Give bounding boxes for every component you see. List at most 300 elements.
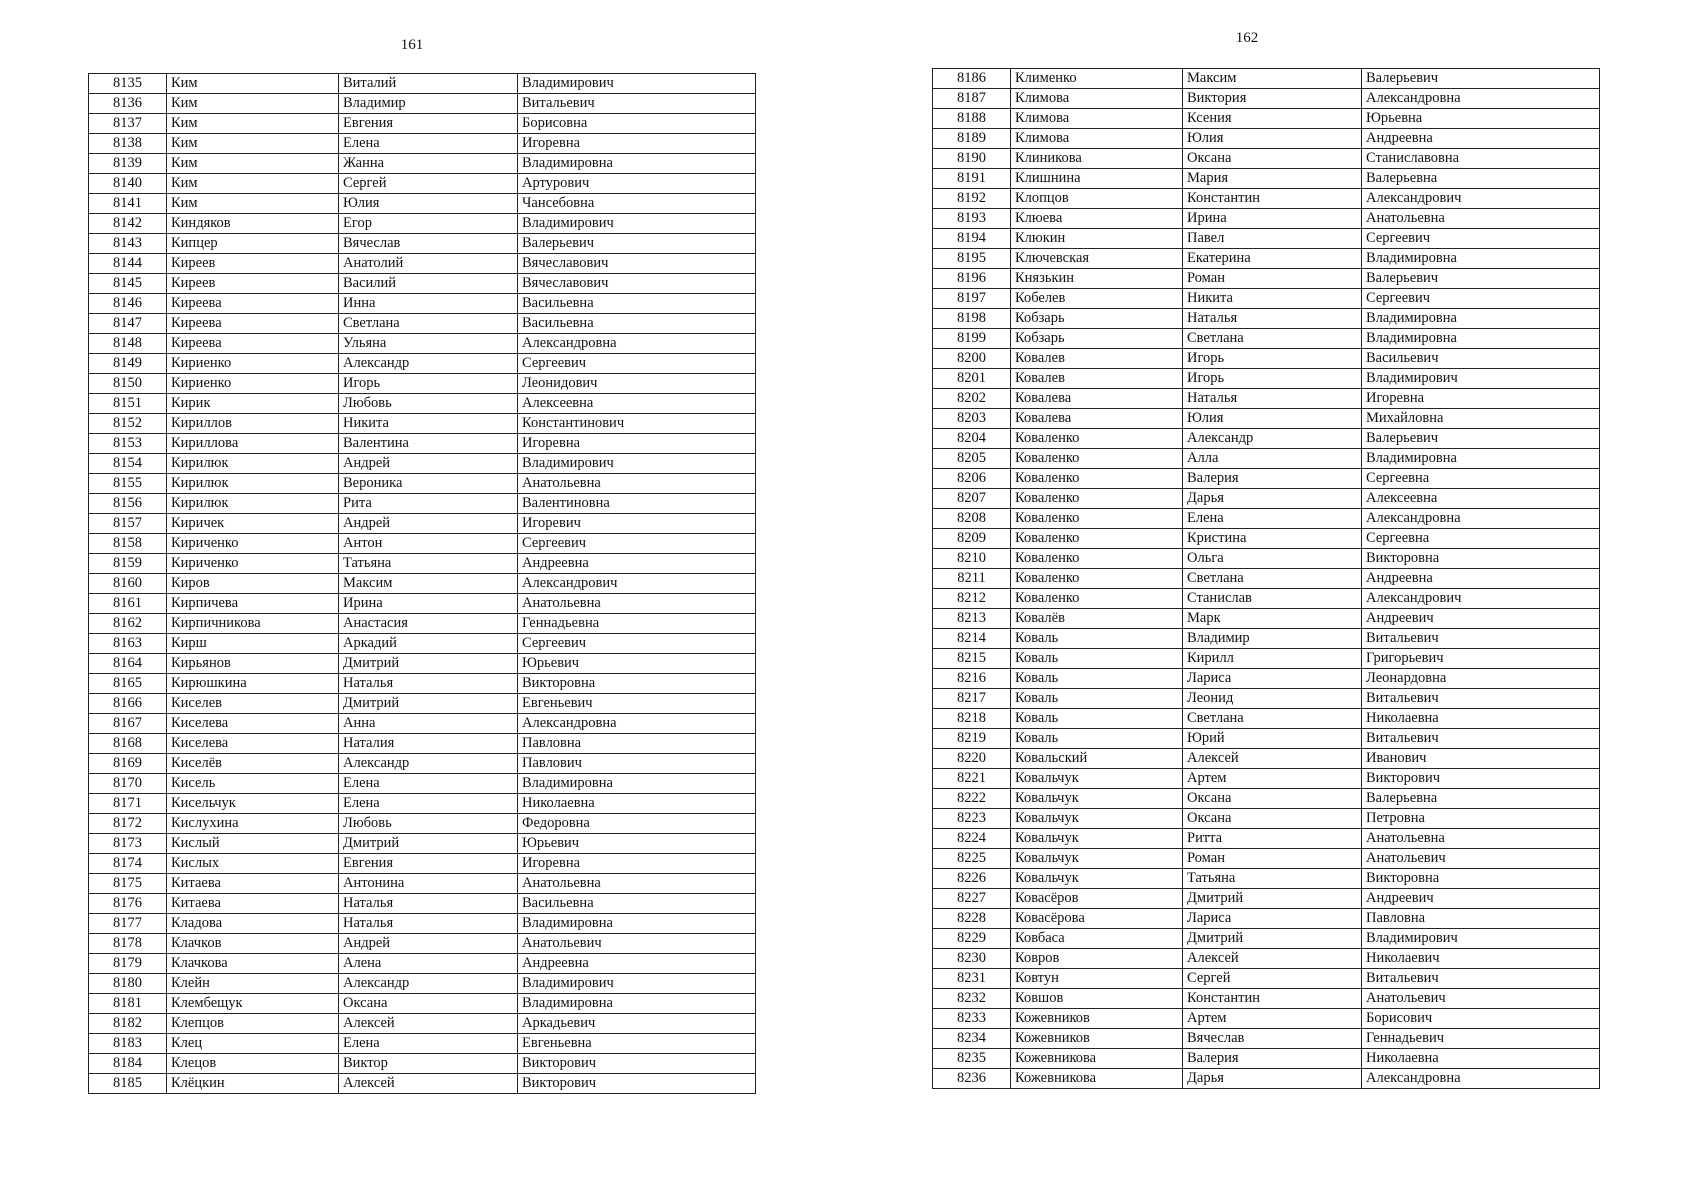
row-number-cell: 8151 (89, 394, 167, 414)
first-name-cell: Дмитрий (339, 654, 518, 674)
row-number-cell: 8164 (89, 654, 167, 674)
table-row (89, 974, 756, 994)
last-name-cell: Ковалева (1011, 409, 1183, 429)
table-row (933, 489, 1600, 509)
table-row (933, 149, 1600, 169)
table-row (933, 229, 1600, 249)
table-row (89, 294, 756, 314)
first-name-cell: Вячеслав (339, 234, 518, 254)
table-row (933, 629, 1600, 649)
patronymic-cell: Евгеньевна (518, 1034, 756, 1054)
patronymic-cell: Константинович (518, 414, 756, 434)
last-name-cell: Клачков (167, 934, 339, 954)
last-name-cell: Кирш (167, 634, 339, 654)
patronymic-cell: Владимировна (518, 154, 756, 174)
row-number-cell: 8187 (933, 89, 1011, 109)
patronymic-cell: Павловна (1362, 909, 1600, 929)
patronymic-cell: Аркадьевич (518, 1014, 756, 1034)
patronymic-cell: Анатольевна (518, 594, 756, 614)
row-number-cell: 8206 (933, 469, 1011, 489)
row-number-cell: 8190 (933, 149, 1011, 169)
last-name-cell: Киселёв (167, 754, 339, 774)
last-name-cell: Кирилюк (167, 454, 339, 474)
patronymic-cell: Александровна (518, 714, 756, 734)
first-name-cell: Елена (339, 1034, 518, 1054)
table-row (89, 714, 756, 734)
row-number-cell: 8210 (933, 549, 1011, 569)
row-number-cell: 8181 (89, 994, 167, 1014)
patronymic-cell: Григорьевич (1362, 649, 1600, 669)
last-name-cell: Клачкова (167, 954, 339, 974)
last-name-cell: Коваленко (1011, 449, 1183, 469)
row-number-cell: 8224 (933, 829, 1011, 849)
row-number-cell: 8226 (933, 869, 1011, 889)
row-number-cell: 8197 (933, 289, 1011, 309)
patronymic-cell: Игоревна (518, 434, 756, 454)
row-number-cell: 8235 (933, 1049, 1011, 1069)
last-name-cell: Коваль (1011, 729, 1183, 749)
last-name-cell: Коваленко (1011, 469, 1183, 489)
row-number-cell: 8160 (89, 574, 167, 594)
last-name-cell: Ковалева (1011, 389, 1183, 409)
last-name-cell: Киреева (167, 294, 339, 314)
first-name-cell: Ксения (1183, 109, 1362, 129)
first-name-cell: Леонид (1183, 689, 1362, 709)
patronymic-cell: Геннадьевич (1362, 1029, 1600, 1049)
first-name-cell: Наталья (339, 894, 518, 914)
row-number-cell: 8168 (89, 734, 167, 754)
patronymic-cell: Владимирович (518, 74, 756, 94)
patronymic-cell: Витальевич (1362, 729, 1600, 749)
first-name-cell: Рита (339, 494, 518, 514)
table-row (933, 269, 1600, 289)
patronymic-cell: Игоревна (518, 854, 756, 874)
last-name-cell: Кириченко (167, 554, 339, 574)
patronymic-cell: Викторовна (518, 674, 756, 694)
first-name-cell: Лариса (1183, 669, 1362, 689)
last-name-cell: Коваль (1011, 709, 1183, 729)
table-row (933, 929, 1600, 949)
first-name-cell: Максим (1183, 69, 1362, 89)
patronymic-cell: Артурович (518, 174, 756, 194)
table-row (89, 994, 756, 1014)
row-number-cell: 8177 (89, 914, 167, 934)
patronymic-cell: Викторович (1362, 769, 1600, 789)
table-row (933, 789, 1600, 809)
first-name-cell: Алексей (1183, 749, 1362, 769)
row-number-cell: 8230 (933, 949, 1011, 969)
last-name-cell: Коваленко (1011, 569, 1183, 589)
table-row (933, 309, 1600, 329)
table-row (89, 954, 756, 974)
first-name-cell: Александр (1183, 429, 1362, 449)
last-name-cell: Ковтун (1011, 969, 1183, 989)
patronymic-cell: Сергеевич (518, 634, 756, 654)
last-name-cell: Кобзарь (1011, 329, 1183, 349)
row-number-cell: 8154 (89, 454, 167, 474)
patronymic-cell: Андреевна (518, 954, 756, 974)
last-name-cell: Киричек (167, 514, 339, 534)
first-name-cell: Евгения (339, 854, 518, 874)
patronymic-cell: Сергеевна (1362, 529, 1600, 549)
last-name-cell: Кожевников (1011, 1009, 1183, 1029)
table-row (89, 634, 756, 654)
patronymic-cell: Михайловна (1362, 409, 1600, 429)
first-name-cell: Станислав (1183, 589, 1362, 609)
first-name-cell: Андрей (339, 514, 518, 534)
table-row (933, 909, 1600, 929)
table-row (89, 394, 756, 414)
last-name-cell: Кожевников (1011, 1029, 1183, 1049)
table-row (89, 1034, 756, 1054)
first-name-cell: Сергей (1183, 969, 1362, 989)
patronymic-cell: Владимировна (1362, 309, 1600, 329)
first-name-cell: Дарья (1183, 489, 1362, 509)
table-row (933, 749, 1600, 769)
row-number-cell: 8189 (933, 129, 1011, 149)
first-name-cell: Аркадий (339, 634, 518, 654)
table-row (89, 874, 756, 894)
last-name-cell: Киндяков (167, 214, 339, 234)
table-row (89, 734, 756, 754)
patronymic-cell: Юрьевна (1362, 109, 1600, 129)
row-number-cell: 8136 (89, 94, 167, 114)
last-name-cell: Ким (167, 154, 339, 174)
last-name-cell: Киров (167, 574, 339, 594)
row-number-cell: 8176 (89, 894, 167, 914)
last-name-cell: Кладова (167, 914, 339, 934)
row-number-cell: 8208 (933, 509, 1011, 529)
last-name-cell: Коваленко (1011, 529, 1183, 549)
patronymic-cell: Викторович (518, 1054, 756, 1074)
patronymic-cell: Геннадьевна (518, 614, 756, 634)
last-name-cell: Клюкин (1011, 229, 1183, 249)
row-number-cell: 8192 (933, 189, 1011, 209)
first-name-cell: Анна (339, 714, 518, 734)
row-number-cell: 8223 (933, 809, 1011, 829)
first-name-cell: Егор (339, 214, 518, 234)
first-name-cell: Любовь (339, 814, 518, 834)
patronymic-cell: Александровна (518, 334, 756, 354)
first-name-cell: Наталья (339, 914, 518, 934)
row-number-cell: 8165 (89, 674, 167, 694)
first-name-cell: Юлия (339, 194, 518, 214)
row-number-cell: 8228 (933, 909, 1011, 929)
last-name-cell: Клишнина (1011, 169, 1183, 189)
table-row (89, 1014, 756, 1034)
patronymic-cell: Валерьевич (518, 234, 756, 254)
first-name-cell: Лариса (1183, 909, 1362, 929)
last-name-cell: Кирик (167, 394, 339, 414)
table-row (933, 1049, 1600, 1069)
row-number-cell: 8225 (933, 849, 1011, 869)
table-row (89, 454, 756, 474)
last-name-cell: Ковалев (1011, 349, 1183, 369)
first-name-cell: Дмитрий (1183, 889, 1362, 909)
patronymic-cell: Леонидович (518, 374, 756, 394)
table-row (933, 469, 1600, 489)
first-name-cell: Константин (1183, 189, 1362, 209)
last-name-cell: Кириенко (167, 374, 339, 394)
last-name-cell: Коваль (1011, 689, 1183, 709)
table-row (933, 809, 1600, 829)
patronymic-cell: Николаевна (518, 794, 756, 814)
first-name-cell: Оксана (1183, 809, 1362, 829)
row-number-cell: 8234 (933, 1029, 1011, 1049)
patronymic-cell: Витальевич (1362, 629, 1600, 649)
first-name-cell: Максим (339, 574, 518, 594)
first-name-cell: Светлана (1183, 569, 1362, 589)
row-number-cell: 8211 (933, 569, 1011, 589)
patronymic-cell: Николаевна (1362, 1049, 1600, 1069)
last-name-cell: Клёцкин (167, 1074, 339, 1094)
row-number-cell: 8212 (933, 589, 1011, 609)
table-row (89, 234, 756, 254)
last-name-cell: Князькин (1011, 269, 1183, 289)
patronymic-cell: Владимирович (518, 974, 756, 994)
patronymic-cell: Владимирович (1362, 929, 1600, 949)
table-row (89, 254, 756, 274)
row-number-cell: 8231 (933, 969, 1011, 989)
row-number-cell: 8217 (933, 689, 1011, 709)
first-name-cell: Анастасия (339, 614, 518, 634)
row-number-cell: 8150 (89, 374, 167, 394)
row-number-cell: 8194 (933, 229, 1011, 249)
row-number-cell: 8182 (89, 1014, 167, 1034)
table-row (933, 429, 1600, 449)
last-name-cell: Клец (167, 1034, 339, 1054)
table-row (933, 389, 1600, 409)
row-number-cell: 8180 (89, 974, 167, 994)
row-number-cell: 8175 (89, 874, 167, 894)
first-name-cell: Юлия (1183, 409, 1362, 429)
last-name-cell: Коваленко (1011, 549, 1183, 569)
table-row (933, 709, 1600, 729)
table-row (89, 414, 756, 434)
table-row (933, 349, 1600, 369)
patronymic-cell: Васильевна (518, 894, 756, 914)
first-name-cell: Елена (1183, 509, 1362, 529)
row-number-cell: 8145 (89, 274, 167, 294)
first-name-cell: Артем (1183, 1009, 1362, 1029)
row-number-cell: 8158 (89, 534, 167, 554)
row-number-cell: 8201 (933, 369, 1011, 389)
row-number-cell: 8198 (933, 309, 1011, 329)
table-row (89, 1074, 756, 1094)
patronymic-cell: Андреевич (1362, 889, 1600, 909)
patronymic-cell: Васильевич (1362, 349, 1600, 369)
row-number-cell: 8138 (89, 134, 167, 154)
first-name-cell: Валерия (1183, 469, 1362, 489)
first-name-cell: Василий (339, 274, 518, 294)
first-name-cell: Павел (1183, 229, 1362, 249)
last-name-cell: Ким (167, 94, 339, 114)
last-name-cell: Клопцов (1011, 189, 1183, 209)
table-row (89, 794, 756, 814)
row-number-cell: 8141 (89, 194, 167, 214)
table-row (89, 74, 756, 94)
table-row (933, 289, 1600, 309)
patronymic-cell: Витальевич (1362, 689, 1600, 709)
first-name-cell: Алла (1183, 449, 1362, 469)
table-row (933, 609, 1600, 629)
row-number-cell: 8152 (89, 414, 167, 434)
table-row (933, 189, 1600, 209)
patronymic-cell: Васильевна (518, 294, 756, 314)
patronymic-cell: Алексеевна (1362, 489, 1600, 509)
table-row (89, 774, 756, 794)
first-name-cell: Алексей (339, 1074, 518, 1094)
first-name-cell: Виктор (339, 1054, 518, 1074)
row-number-cell: 8236 (933, 1069, 1011, 1089)
patronymic-cell: Алексеевна (518, 394, 756, 414)
first-name-cell: Любовь (339, 394, 518, 414)
patronymic-cell: Валерьевич (1362, 269, 1600, 289)
first-name-cell: Антон (339, 534, 518, 554)
patronymic-cell: Сергеевич (1362, 229, 1600, 249)
row-number-cell: 8162 (89, 614, 167, 634)
table-row (933, 69, 1600, 89)
table-row (933, 649, 1600, 669)
row-number-cell: 8213 (933, 609, 1011, 629)
table-row (89, 174, 756, 194)
patronymic-cell: Сергеевич (518, 354, 756, 374)
last-name-cell: Кирпичникова (167, 614, 339, 634)
table-row (933, 849, 1600, 869)
last-name-cell: Китаева (167, 894, 339, 914)
first-name-cell: Мария (1183, 169, 1362, 189)
first-name-cell: Никита (1183, 289, 1362, 309)
row-number-cell: 8229 (933, 929, 1011, 949)
first-name-cell: Дмитрий (1183, 929, 1362, 949)
first-name-cell: Сергей (339, 174, 518, 194)
first-name-cell: Андрей (339, 934, 518, 954)
table-row (933, 829, 1600, 849)
patronymic-cell: Андреевна (1362, 129, 1600, 149)
patronymic-cell: Валерьевич (1362, 429, 1600, 449)
last-name-cell: Ким (167, 134, 339, 154)
first-name-cell: Игорь (339, 374, 518, 394)
last-name-cell: Ким (167, 114, 339, 134)
last-name-cell: Кислых (167, 854, 339, 874)
table-row (933, 1009, 1600, 1029)
last-name-cell: Киселев (167, 694, 339, 714)
table-row (933, 769, 1600, 789)
row-number-cell: 8161 (89, 594, 167, 614)
table-row (89, 494, 756, 514)
patronymic-cell: Александровна (1362, 1069, 1600, 1089)
patronymic-cell: Валерьевна (1362, 789, 1600, 809)
last-name-cell: Кислухина (167, 814, 339, 834)
first-name-cell: Оксана (1183, 789, 1362, 809)
first-name-cell: Инна (339, 294, 518, 314)
row-number-cell: 8191 (933, 169, 1011, 189)
table-row (89, 514, 756, 534)
first-name-cell: Александр (339, 354, 518, 374)
row-number-cell: 8219 (933, 729, 1011, 749)
table-row (89, 274, 756, 294)
table-row (89, 474, 756, 494)
first-name-cell: Владимир (339, 94, 518, 114)
row-number-cell: 8233 (933, 1009, 1011, 1029)
table-row (89, 814, 756, 834)
last-name-cell: Ковалев (1011, 369, 1183, 389)
table-row (89, 914, 756, 934)
row-number-cell: 8195 (933, 249, 1011, 269)
table-row (89, 554, 756, 574)
patronymic-cell: Анатольевна (518, 874, 756, 894)
table-row (89, 594, 756, 614)
patronymic-cell: Сергеевич (1362, 289, 1600, 309)
last-name-cell: Кириенко (167, 354, 339, 374)
patronymic-cell: Иванович (1362, 749, 1600, 769)
patronymic-cell: Станиславовна (1362, 149, 1600, 169)
patronymic-cell: Борисовна (518, 114, 756, 134)
first-name-cell: Александр (339, 974, 518, 994)
row-number-cell: 8159 (89, 554, 167, 574)
table-row (933, 129, 1600, 149)
row-number-cell: 8204 (933, 429, 1011, 449)
patronymic-cell: Игоревна (1362, 389, 1600, 409)
last-name-cell: Коваль (1011, 629, 1183, 649)
last-name-cell: Коваленко (1011, 509, 1183, 529)
first-name-cell: Константин (1183, 989, 1362, 1009)
table-row (933, 689, 1600, 709)
table-row (933, 329, 1600, 349)
patronymic-cell: Владимировна (518, 914, 756, 934)
last-name-cell: Ковбаса (1011, 929, 1183, 949)
row-number-cell: 8222 (933, 789, 1011, 809)
last-name-cell: Ковасёрова (1011, 909, 1183, 929)
last-name-cell: Клименко (1011, 69, 1183, 89)
first-name-cell: Антонина (339, 874, 518, 894)
patronymic-cell: Валерьевна (1362, 169, 1600, 189)
row-number-cell: 8227 (933, 889, 1011, 909)
patronymic-cell: Игоревна (518, 134, 756, 154)
last-name-cell: Кириллова (167, 434, 339, 454)
first-name-cell: Евгения (339, 114, 518, 134)
first-name-cell: Александр (339, 754, 518, 774)
last-name-cell: Кирьянов (167, 654, 339, 674)
table-row (933, 989, 1600, 1009)
table-row (933, 949, 1600, 969)
row-number-cell: 8155 (89, 474, 167, 494)
patronymic-cell: Анатольевич (1362, 849, 1600, 869)
row-number-cell: 8170 (89, 774, 167, 794)
last-name-cell: Коваль (1011, 669, 1183, 689)
row-number-cell: 8184 (89, 1054, 167, 1074)
last-name-cell: Ким (167, 74, 339, 94)
row-number-cell: 8183 (89, 1034, 167, 1054)
patronymic-cell: Чансебовна (518, 194, 756, 214)
last-name-cell: Кириченко (167, 534, 339, 554)
table-row (933, 249, 1600, 269)
row-number-cell: 8173 (89, 834, 167, 854)
table-row (89, 134, 756, 154)
table-row (933, 209, 1600, 229)
patronymic-cell: Анатольевна (1362, 829, 1600, 849)
last-name-cell: Кисельчук (167, 794, 339, 814)
first-name-cell: Роман (1183, 269, 1362, 289)
patronymic-cell: Викторовна (1362, 869, 1600, 889)
table-row (933, 109, 1600, 129)
table-row (89, 674, 756, 694)
table-row (933, 589, 1600, 609)
table-row (89, 334, 756, 354)
patronymic-cell: Васильевна (518, 314, 756, 334)
table-row (933, 1069, 1600, 1089)
row-number-cell: 8167 (89, 714, 167, 734)
